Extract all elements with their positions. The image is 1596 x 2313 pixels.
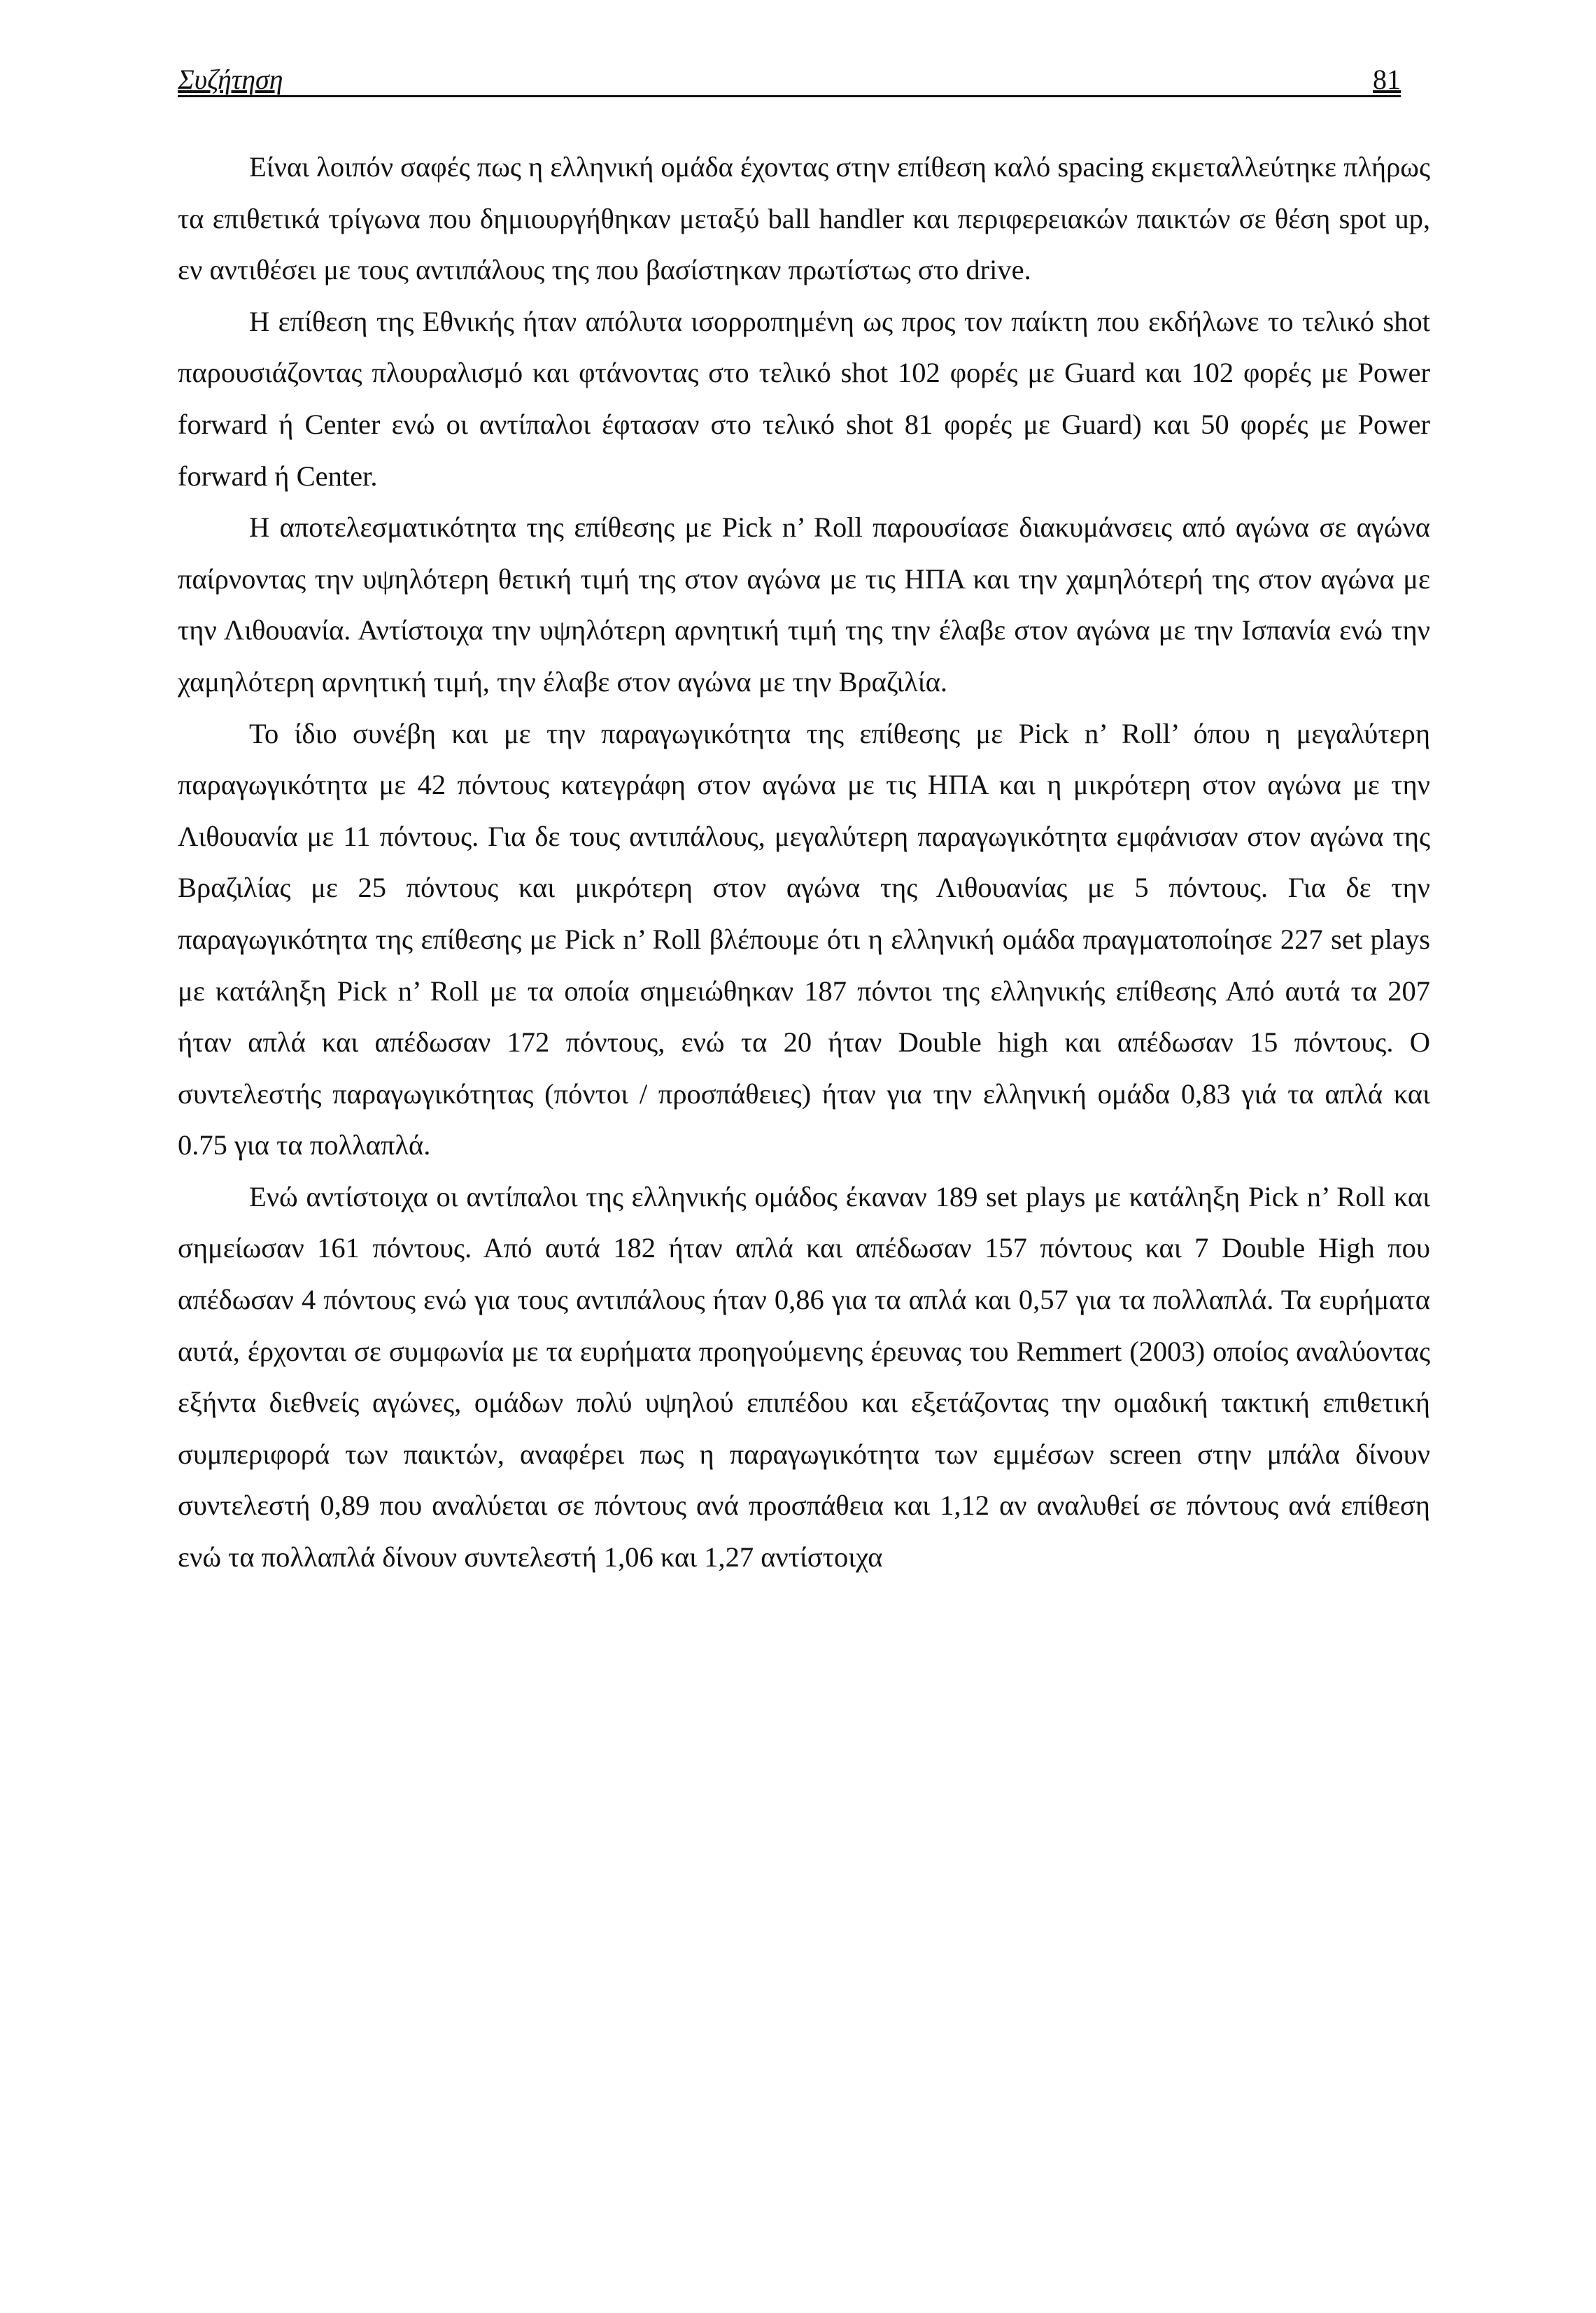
body-text (178, 141, 1430, 1583)
paragraph: Η αποτελεσματικότητα της επίθεσης με Pick n’ Roll παρουσίασε διακυμάνσεις από αγώνα σε αγώνα παίρνοντας την υψηλότερη θετική τιμή της στον αγώνα με τις ΗΠΑ και την χαμηλότερή της στον αγώνα με την Λιθουανία. Αντίστοιχα την υψηλότερη αρνητική τιμή της την έλαβε στον αγώνα με την Ισπανία ενώ την χαμηλότερη αρνητική τιμή, την έλαβε στον αγώνα με την Βραζιλία. (178, 511, 1430, 698)
paragraph: Η επίθεση της Εθνικής ήταν απόλυτα ισορροπημένη ως προς τον παίκτη που εκδήλωνε το τελικό shot παρουσιάζοντας πλουραλισμό και φτάνοντας στο τελικό shot 102 φορές με Guard και 102 φορές με Power forward ή Center ενώ οι αντίπαλοι έφτασαν στο τελικό shot 81 φορές με Guard) και 50 φορές με Power forward ή Center. (178, 305, 1430, 492)
section-title: Συζήτηση (178, 64, 283, 95)
running-header (178, 64, 1401, 97)
paragraph: Το ίδιο συνέβη και με την παραγωγικότητα της επίθεσης με Pick n’ Roll’ όπου η μεγαλύτερη παραγωγικότητα με 42 πόντους κατεγράφη στον αγώνα με τις ΗΠΑ και η μικρότερη στον αγώνα με την Λιθουανία με 11 πόντους. Για δε τους αντιπάλους, μεγαλύτερη παραγωγικότητα εμφάνισαν στον αγώνα της Βραζιλίας με 25 πόντους και μικρότερη στον αγώνα της Λιθουανίας με 5 πόντους. Για δε την παραγωγικότητα της επίθεσης με Pick n’ Roll βλέπουμε ότι η ελληνική ομάδα πραγματοποίησε 227 set plays με κατάληξη Pick n’ Roll με τα οποία σημειώθηκαν 187 πόντοι της ελληνικής επίθεσης Από αυτά τα 207 ήταν απλά και απέδωσαν 172 πόντους, ενώ τα 20 ήταν Double high και απέδωσαν 15 πόντους. Ο συντελεστής παραγωγικότητας (πόντοι / προσπάθειες) ήταν για την ελληνική ομάδα 0,83 γιά τα απλά και 0.75 για τα πολλαπλά. (178, 717, 1430, 1161)
paragraph: Ενώ αντίστοιχα οι αντίπαλοι της ελληνικής ομάδος έκαναν 189 set plays με κατάληξη Pick n’ Roll και σημείωσαν 161 πόντους. Από αυτά 182 ήταν απλά και απέδωσαν 157 πόντους και 7 Double High που απέδωσαν 4 πόντους ενώ για τους αντιπάλους ήταν 0,86 για τα απλά και 0,57 για τα πολλαπλά. Τα ευρήματα αυτά, έρχονται σε συμφωνία με τα ευρήματα προηγούμενης έρευνας του Remmert (2003) οποίος αναλύοντας εξήντα διεθνείς αγώνες, ομάδων πολύ υψηλού επιπέδου και εξετάζοντας την ομαδική τακτική επιθετική συμπεριφορά των παικτών, αναφέρει πως η παραγωγικότητα των εμμέσων screen στην μπάλα δίνουν συντελεστή 0,89 που αναλύεται σε πόντους ανά προσπάθεια και 1,12 αν αναλυθεί σε πόντους ανά επίθεση ενώ τα πολλαπλά δίνουν συντελεστή 1,06 και 1,27 αντίστοιχα (178, 1180, 1430, 1573)
page-number: 81 (1373, 64, 1401, 95)
paragraph: Είναι λοιπόν σαφές πως η ελληνική ομάδα έχοντας στην επίθεση καλό spacing εκμεταλλεύτηκε πλήρως τα επιθετικά τρίγωνα που δημιουργήθηκαν μεταξύ ball handler και περιφερειακών παικτών σε θέση spot up, εν αντιθέσει με τους αντιπάλους της που βασίστηκαν πρωτίστως στο drive. (178, 151, 1430, 286)
